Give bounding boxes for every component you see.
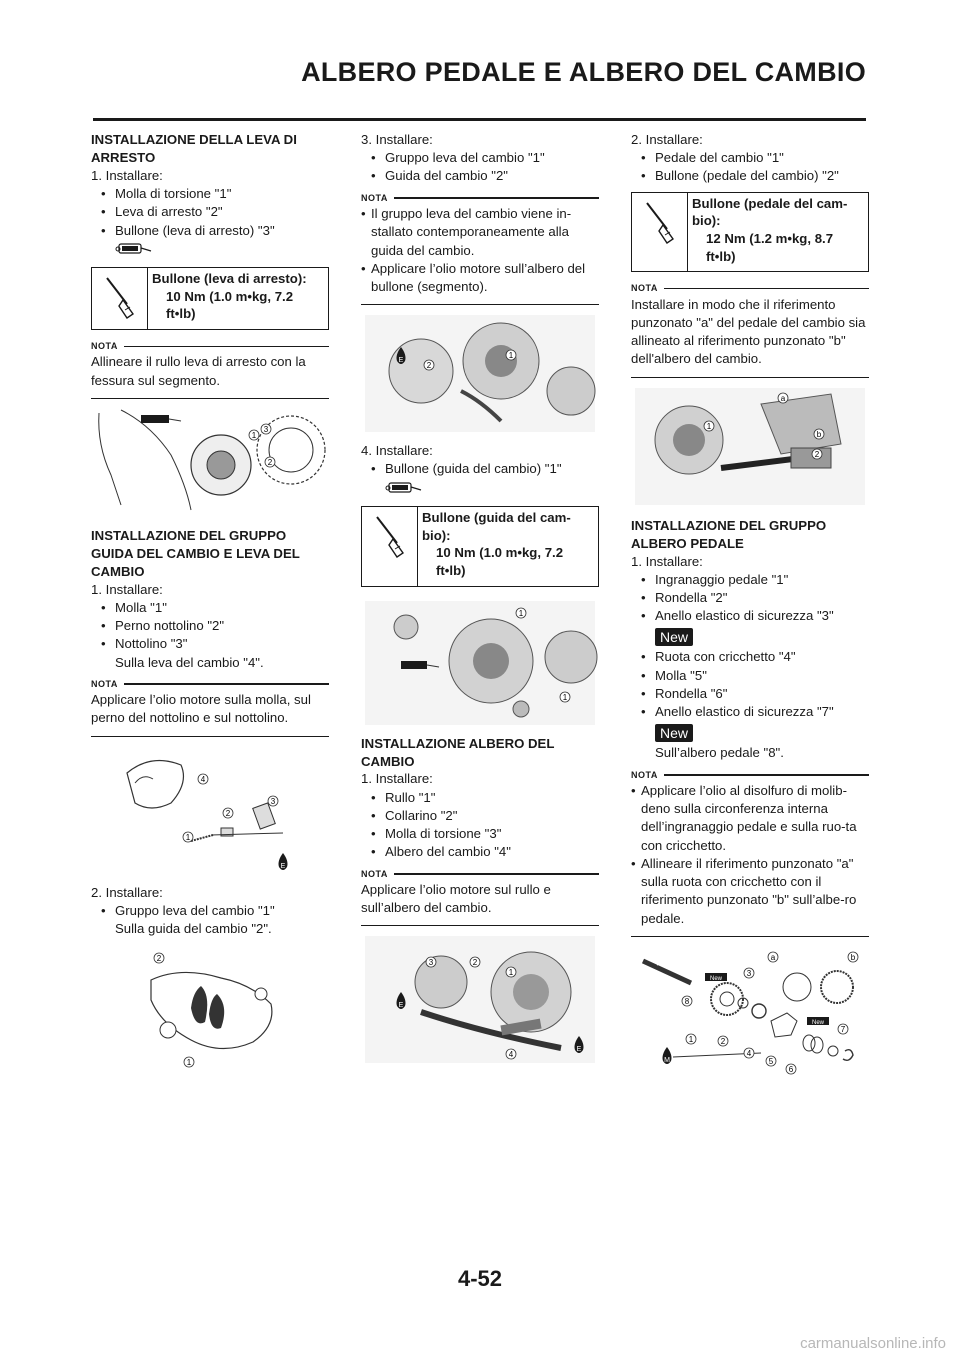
bullet-molla-torsione: • Molla di torsione "1" [91, 185, 329, 203]
bullet-rondella: • Rondella "6" [631, 685, 869, 703]
fig-callout [686, 1034, 696, 1044]
title-rule [93, 118, 866, 121]
fig-callout [744, 968, 754, 978]
bullet-gruppo-leva: • Gruppo leva del cambio "1" [91, 902, 329, 920]
svg-text:1: 1 [508, 351, 514, 361]
bullet-molla-torsione: • Molla di torsione "3" [361, 825, 599, 843]
nota-label: NOTA [91, 678, 118, 689]
step-1: 1. Installare: [91, 167, 163, 183]
fig-callout [223, 808, 233, 818]
torque-value: 12 Nm (1.2 m•kg, 8.7 ft•lb) [706, 231, 834, 264]
bullet-nottolino: • Nottolino "3" [91, 635, 329, 653]
svg-text:5: 5 [768, 1056, 774, 1066]
svg-text:2: 2 [814, 449, 820, 459]
nota-label: NOTA [91, 341, 118, 352]
step-3: 3. Installare: [361, 132, 433, 147]
bullet-bullone-guida: • Bullone (guida del cambio) "1" [361, 460, 599, 478]
nota-block [631, 769, 869, 937]
fig-callout [426, 957, 436, 967]
bullet-anello-elastico: • Anello elastico di sicurezza "7" [631, 703, 869, 721]
fig-callout [848, 952, 858, 962]
bullet-molla: • Molla "1" [91, 599, 329, 617]
svg-text:New: New [709, 975, 723, 982]
svg-text:8: 8 [684, 996, 690, 1006]
fig-callout [766, 1056, 776, 1066]
fig-callout [704, 421, 714, 431]
nota-label: NOTA [361, 868, 388, 879]
nota-block [361, 192, 599, 306]
nota-item: • Applicare l’olio al disolfuro di molib-deno sulla circonferenza interna dell’ingranaggio pedale e sulla ruo-ta con cricchetto. [631, 782, 869, 855]
fig-callout [184, 1057, 194, 1067]
svg-text:6: 6 [788, 1064, 794, 1074]
figure-pedale-photo [631, 384, 869, 509]
fig-callout [506, 1049, 516, 1059]
section-heading-albero-pedale: INSTALLAZIONE DEL GRUPPO ALBERO PEDALE [631, 517, 827, 551]
svg-text:E: E [280, 862, 286, 870]
svg-text:3: 3 [746, 968, 752, 978]
torque-wrench-icon [643, 199, 677, 245]
bullet-ingranaggio-pedale: • Ingranaggio pedale "1" [631, 571, 869, 589]
fig-callout [506, 967, 516, 977]
svg-text:1: 1 [706, 421, 712, 431]
svg-text:3: 3 [270, 796, 276, 806]
bullet-sub-text: Sull’albero pedale "8". [655, 745, 784, 761]
fig-callout [198, 774, 208, 784]
torque-wrench-icon [373, 513, 407, 559]
nota-label: NOTA [631, 283, 658, 294]
figure-bullone-guida-photo [361, 597, 599, 729]
section-heading-albero-cambio: INSTALLAZIONE ALBERO DEL CAMBIO [361, 735, 555, 769]
page-number: 4-52 [457, 1266, 503, 1291]
fig-callout [261, 424, 271, 434]
page-title: ALBERO PEDALE E ALBERO DEL CAMBIO [301, 57, 866, 87]
torque-box-leva-arresto [91, 267, 329, 330]
svg-text:2: 2 [472, 958, 478, 968]
fig-callout [516, 608, 526, 618]
figure-leva-arresto [91, 405, 329, 515]
svg-text:2: 2 [426, 361, 432, 371]
section-heading-guida-cambio: INSTALLAZIONE DEL GRUPPO GUIDA DEL CAMBIO E LEVA DEL CAMBIO [91, 527, 300, 579]
fig-callout [424, 360, 434, 370]
figure-albero-pedale-exploded [631, 943, 869, 1083]
svg-text:1: 1 [518, 608, 524, 618]
bullet-albero-cambio: • Albero del cambio "4" [361, 843, 599, 861]
svg-text:4: 4 [746, 1048, 752, 1058]
fig-callout [814, 429, 824, 439]
figure-albero-cambio-photo [361, 932, 599, 1067]
svg-text:E: E [398, 1002, 404, 1010]
svg-text:3: 3 [428, 958, 434, 968]
nota-text: Allineare il rullo leva di arresto con la fessura sul segmento. [91, 352, 329, 398]
svg-text:3: 3 [263, 424, 269, 434]
column-1 [91, 131, 329, 1080]
bullet-collarino: • Collarino "2" [361, 807, 599, 825]
svg-text:1: 1 [562, 692, 568, 702]
bullet-pedale-cambio: • Pedale del cambio "1" [631, 149, 869, 167]
fig-callout [154, 953, 164, 963]
torque-wrench-icon [103, 274, 137, 320]
bullet-rondella: • Rondella "2" [631, 589, 869, 607]
step-1: 1. Installare: [361, 771, 433, 787]
nota-item: • Il gruppo leva del cambio viene in-stallato contemporaneamente alla guida del cambio. [361, 205, 599, 260]
fig-callout [812, 449, 822, 459]
fig-callout [183, 832, 193, 842]
torque-value: 10 Nm (1.0 m•kg, 7.2 ft•lb) [436, 545, 564, 578]
column-3 [631, 131, 869, 1089]
bullet-anello-elastico: • Anello elastico di sicurezza "3" [631, 607, 869, 625]
svg-text:E: E [576, 1046, 582, 1054]
bullet-bullone-pedale: • Bullone (pedale del cambio) "2" [631, 167, 869, 185]
nota-item: • Applicare l’olio motore sull’albero del bullone (segmento). [361, 260, 599, 296]
svg-text:b: b [816, 429, 822, 439]
fig-callout [786, 1064, 796, 1074]
nota-text: Applicare l’olio motore sulla molla, sul perno del nottolino e sul nottolino. [91, 690, 329, 736]
nota-block [361, 868, 599, 927]
torque-label: Bullone (pedale del cam-bio): [692, 195, 848, 229]
new-part-badge: New [655, 724, 693, 742]
svg-text:E: E [398, 357, 404, 365]
svg-text:1: 1 [688, 1034, 694, 1044]
nota-text: Installare in modo che il riferimento punzonato "a" del pedale del cambio sia allineato al riferimento punzonato "b" dell'albero del cambio. [631, 295, 869, 378]
fig-callout [778, 393, 788, 403]
step-1: 1. Installare: [91, 581, 163, 597]
bullet-molla: • Molla "5" [631, 667, 869, 685]
fig-callout [768, 952, 778, 962]
svg-text:a: a [780, 393, 786, 403]
bullet-gruppo-leva: • Gruppo leva del cambio "1" [361, 149, 599, 167]
svg-text:1: 1 [508, 968, 514, 978]
nota-label: NOTA [631, 769, 658, 780]
svg-text:2: 2 [156, 954, 162, 964]
bullet-leva-arresto: • Leva di arresto "2" [91, 203, 329, 221]
svg-text:b: b [850, 952, 856, 962]
svg-text:7: 7 [840, 1024, 846, 1034]
fig-callout [744, 1048, 754, 1058]
locktite-icon [385, 481, 425, 500]
fig-callout [560, 692, 570, 702]
bullet-ruota-cricchetto: • Ruota con cricchetto "4" [631, 648, 869, 666]
figure-gruppo-leva-photo [361, 311, 599, 436]
bullet-rullo: • Rullo "1" [361, 789, 599, 807]
svg-text:M: M [664, 1056, 670, 1064]
nota-item: • Allineare il riferimento punzonato "a" sulla ruota con cricchetto con il riferimento punzonato "b" sull’albe-ro pedale. [631, 855, 869, 928]
svg-text:1: 1 [186, 1058, 192, 1068]
fig-callout [268, 796, 278, 806]
watermark: carmanualsonline.info [800, 1335, 946, 1352]
svg-text:4: 4 [200, 774, 206, 784]
step-1: 1. Installare: [631, 553, 703, 569]
step-4: 4. Installare: [361, 443, 433, 459]
fig-callout [470, 957, 480, 967]
e-oil-icon [279, 853, 288, 870]
fig-callout [506, 350, 516, 360]
section-heading-leva-arresto: INSTALLAZIONE DELLA LEVA DI ARRESTO [91, 132, 297, 165]
torque-box-pedale-cambio [631, 192, 869, 273]
nota-label: NOTA [361, 192, 388, 203]
new-part-badge: New [655, 628, 693, 646]
torque-label: Bullone (leva di arresto): [152, 271, 307, 286]
svg-text:a: a [770, 952, 776, 962]
m-oil-icon [663, 1047, 672, 1064]
torque-value: 10 Nm (1.0 m•kg, 7.2 ft•lb) [166, 288, 294, 322]
nota-block [91, 340, 329, 399]
svg-text:4: 4 [508, 1050, 514, 1060]
svg-text:2: 2 [225, 808, 231, 818]
figure-nottolino [91, 743, 329, 878]
fig-callout [718, 1036, 728, 1046]
svg-text:1: 1 [185, 832, 191, 842]
svg-text:2: 2 [267, 457, 273, 467]
torque-box-guida-cambio [361, 506, 599, 587]
fig-callout [838, 1024, 848, 1034]
svg-text:New: New [811, 1019, 825, 1026]
fig-callout [265, 457, 275, 467]
locktite-icon [115, 242, 155, 261]
bullet-sub-text: Sulla guida del cambio "2". [115, 921, 272, 937]
fig-callout [249, 430, 259, 440]
figure-guida-cambio [91, 944, 329, 1074]
step-2: 2. Installare: [631, 132, 703, 147]
column-2 [361, 131, 599, 1073]
bullet-perno-nottolino: • Perno nottolino "2" [91, 617, 329, 635]
nota-block [91, 678, 329, 737]
svg-text:1: 1 [251, 430, 257, 440]
nota-block [631, 282, 869, 377]
bullet-sub-text: Sulla leva del cambio "4". [115, 654, 264, 670]
torque-label: Bullone (guida del cam-bio): [422, 509, 571, 543]
bullet-guida-cambio: • Guida del cambio "2" [361, 167, 599, 185]
nota-text: Applicare l’olio motore sul rullo e sull’albero del cambio. [361, 880, 599, 926]
step-2: 2. Installare: [91, 884, 163, 900]
svg-text:2: 2 [720, 1036, 726, 1046]
bullet-bullone-leva-arresto: • Bullone (leva di arresto) "3" [91, 222, 329, 240]
fig-callout [682, 996, 692, 1006]
